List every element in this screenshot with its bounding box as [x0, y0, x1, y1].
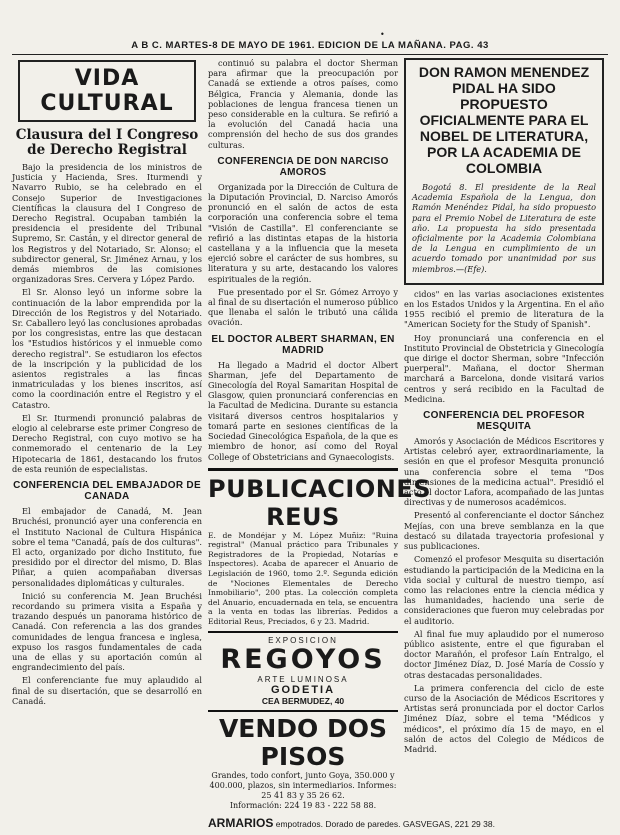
paragraph: continuó su palabra el doctor Sherman para afirmar que la preocupación por Canadá se extiende a otros países, como Bélgica, Francia y Alemania, donde las poblaciones de lengua francesa tienen un peso considerable en la cultura. Se refirió a la evolución del Canadá hacia una comprensión del hecho de sus dos grandes culturas.	[208, 58, 398, 150]
article-headline: CONFERENCIA DEL PROFESOR MESQUITA	[423, 410, 585, 433]
header-text: A B C. MARTES-8 DE MAYO DE 1961. EDICION DE LA MAÑANA. PAG. 43	[131, 39, 489, 51]
paragraph: El conferenciante fue muy aplaudido al final de su disertación, que se desarrolló en Canadá.	[12, 675, 202, 706]
advertisement-regoyos	[208, 631, 398, 710]
section-title-box: VIDA CULTURAL	[18, 60, 196, 122]
page-mark: •	[380, 30, 385, 39]
paragraph: Organizada por la Dirección de Cultura de la Diputación Provincial, D. Narciso Amorós pronunció en el salón de actos de esta corporación una conferencia sobre el tema "Visión de Castilla". El conferenciante se refirió a las distintas etapas de la historia castellana y a la influencia que la meseta ejerció sobre el carácter de sus hombres, su literatura y su arte, destacando los valores espirituales de la región.	[208, 181, 398, 284]
article-headline: EL DOCTOR ALBERT SHARMAN, EN MADRID	[211, 333, 395, 356]
ad-gallery: GODETIA	[270, 683, 336, 696]
header-rule	[12, 54, 608, 55]
paragraph: La primera conferencia del ciclo de este curso de la Asociación de Médicos Escritores y Artistas será pronunciada por el doctor Carlos Jiménez Díaz, sobre el tema "Médicos y médicos", el próximo día 15 de mayo, en el salón de actos del Colegio de Médicos de Madrid.	[404, 682, 604, 754]
paragraph: Al final fue muy aplaudido por el numeroso público asistente, entre el que figuraban el doctor Marañón, el profesor Laín Entralgo, el doctor Jiménez Díaz, D. José María de Cossío y otras destacadas personalidades.	[404, 628, 604, 680]
paragraph: Comenzó el profesor Mesquita su disertación estudiando la participación de la Medicina en la vida social y cultural de nuestro tiempo, así como las relaciones entre la ciencia médica y las humanidades, haciendo una serie de consideraciones que fueron muy celebradas por el auditorio.	[404, 554, 604, 626]
paragraph: cidos" en las varias asociaciones existentes en los Estados Unidos y la Argentina. En el año 1955 recibió el premio de literatura de la "American Society for the Study of Spanish".	[404, 288, 604, 330]
paragraph: El Sr. Alonso leyó un informe sobre la continuación de la labor emprendida por la Dirección de los Registros y del Notariado. Sr. Caballero leyó las conclusiones aprobadas por los congresistas, entre las que destacan los "Estudios históricos y el inmueble como derecho registral". Se estudiaron los efectos de la inscripción y la publicidad de los asientos registrales a las fincas inmatriculadas y los bienes inscritos, así como la coordinación entre el Registro y el Catastro.	[12, 287, 202, 410]
article-headline: CONFERENCIA DEL EMBAJADOR DE CANADA	[13, 480, 201, 503]
page-header	[12, 38, 608, 52]
ad-title: VENDO DOS PISOS	[218, 713, 388, 771]
paragraph: Bogotá 8. El presidente de la Real Academia Española de la Lengua, don Ramón Menéndez Pidal, ha sido propuesto para el Premio Nobel de Literatura de este año. La propuesta ha sido presentada oficialmente por la Academia Colombiana de la Lengua en cumplimiento de un acuerdo tomado por unanimidad por sus miembros.—(Efe).	[412, 182, 596, 274]
column-2	[208, 58, 431, 814]
ad-text: E. de Mondéjar y M. López Muñiz: "Ruina registral" (Manual práctico para Tribunales y Registradores de la Propiedad, Notarías e Inspectores). Acaba de aparecer el Anuario de Legislación de 1960, tomo 2.º. Segunda edición de "Nociones Elementales de Derecho Inmobiliario", 200 ptas. La colección completa del Anuario, encuadernada en tela, se encuentra a la venta en todas las librerías. Pedidos a Editorial Reus, Preciados, 6 y 23. Madrid.	[208, 530, 398, 627]
ad-text: empotrados. Dorado de paredes. GASVEGAS, 221 29 38.	[275, 819, 495, 829]
article-headline: Clausura del I Congreso de Derecho Registral	[15, 127, 199, 158]
paragraph: El Sr. Iturmendi pronunció palabras de elogio al celebrarse este primer Congreso de Derecho Registral, con cuyo motivo se ha conmemorado el centenario de la Ley Hipotecaria de 1861, destacando los frutos de esta reunión de especialistas.	[12, 412, 202, 474]
column-1	[12, 58, 202, 828]
advertisement-pisos	[208, 710, 398, 811]
ad-kicker: EXPOSICION	[268, 635, 338, 645]
paragraph: Fue presentado por el Sr. Gómez Arroyo y al final de su disertación el numeroso público que llenaba el salón le tributó una cálida ovación.	[208, 286, 398, 328]
advertisement-armarios	[208, 816, 495, 830]
paragraph: Bajo la presidencia de los ministros de Justicia y Hacienda, Sres. Iturmendi y Navarro Rubio, se ha celebrado en el Consejo Superior de Investigaciones Científicas la clausura del I Congreso de Derecho Registral. Ocupaban también la presidencia el presidente del Tribunal Supremo, Sr. Castán, y el director general de los Registros y del Notariado, Sr. Alonso; el subdirector general, Sr. Jiménez Arnau, y los demás miembros de las comisiones organizadoras Sres. Cervera y López Pardo.	[12, 162, 202, 285]
paragraph: Amorós y Asociación de Médicos Escritores y Artistas celebró ayer, extraordinariamente, la sesión en que el profesor Mesquita pronunció una conferencia sobre el tema "Dos dimensiones de la medicina actual". Presidió el acto el doctor Lafora, acompañado de las juntas directivas y de numerosos académicos.	[404, 436, 604, 508]
ad-text: Grandes, todo confort, junto Goya, 350.000 y 400.000, plazos, sin intermediarios. Informes: 25 41 83 y 35 26 62.	[209, 770, 397, 800]
ad-address: CEA BERMUDEZ, 40	[261, 695, 345, 706]
boxed-article	[404, 58, 604, 285]
paragraph: Ha llegado a Madrid el doctor Albert Sharman, jefe del Departamento de Ginecología del Royal Samaritan Hospital de Glasgow, quien pronunciará conferencias en la Facultad de Medicina. Durante su estancia visitará diversos centros hospitalarios y tomará parte en sesiones científicas de la Sociedad Ginecológica Española, de la que es miembro de honor, así como del Royal College of Obstetricians and Gynaecologists.	[208, 359, 398, 462]
ad-title: PUBLICACIONES REUS	[208, 474, 431, 531]
column-3	[404, 58, 604, 828]
article-headline: CONFERENCIA DE DON NARCISO AMOROS	[217, 155, 389, 178]
ad-subtitle: ARTE LUMINOSA	[257, 674, 349, 684]
ad-title: ARMARIOS	[208, 816, 274, 830]
paragraph: Hoy pronunciará una conferencia en el Instituto Provincial de Obstetricia y Ginecología que dirige el doctor Sherman, sobre "Infección puerperal". Mañana, el doctor Sherman marchará a Barcelona, donde visitará varios centros y será recibido en la Facultad de Medicina.	[404, 332, 604, 404]
paragraph: Inició su conferencia M. Jean Bruchési recordando su primera visita a España y trazando después un panorama histórico de Canadá. Con referencia a las dos grandes comunidades de lengua francesa e inglesa, expuso los rasgos fundamentales de cada una de ellas y su aportación común al engrandecimiento del país.	[12, 590, 202, 673]
ad-title: REGOYOS	[220, 643, 386, 675]
ad-info: Información: 224 19 83 - 222 58 88.	[229, 800, 377, 810]
advertisement-publicaciones	[208, 468, 431, 627]
article-headline: DON RAMON MENENDEZ PIDAL HA SIDO PROPUESTO OFICIALMENTE PARA EL NOBEL DE LITERATURA, POR LA ACADEMIA DE COLOMBIA	[418, 64, 590, 176]
paragraph: Presentó al conferenciante el doctor Sánchez Mejías, con una breve semblanza en la que destacó su dilatada trayectoria profesional y sus publicaciones.	[404, 510, 604, 552]
paragraph: El embajador de Canadá, M. Jean Bruchési, pronunció ayer una conferencia en el Instituto Nacional de Cultura Hispánica sobre el tema "Canadá, país de dos culturas". El acto, organizado por dicho Instituto, fue presidido por el director del mismo, D. Blas Piñar, a quien acompañaban diversas personalidades diplomáticas y culturales.	[12, 506, 202, 588]
